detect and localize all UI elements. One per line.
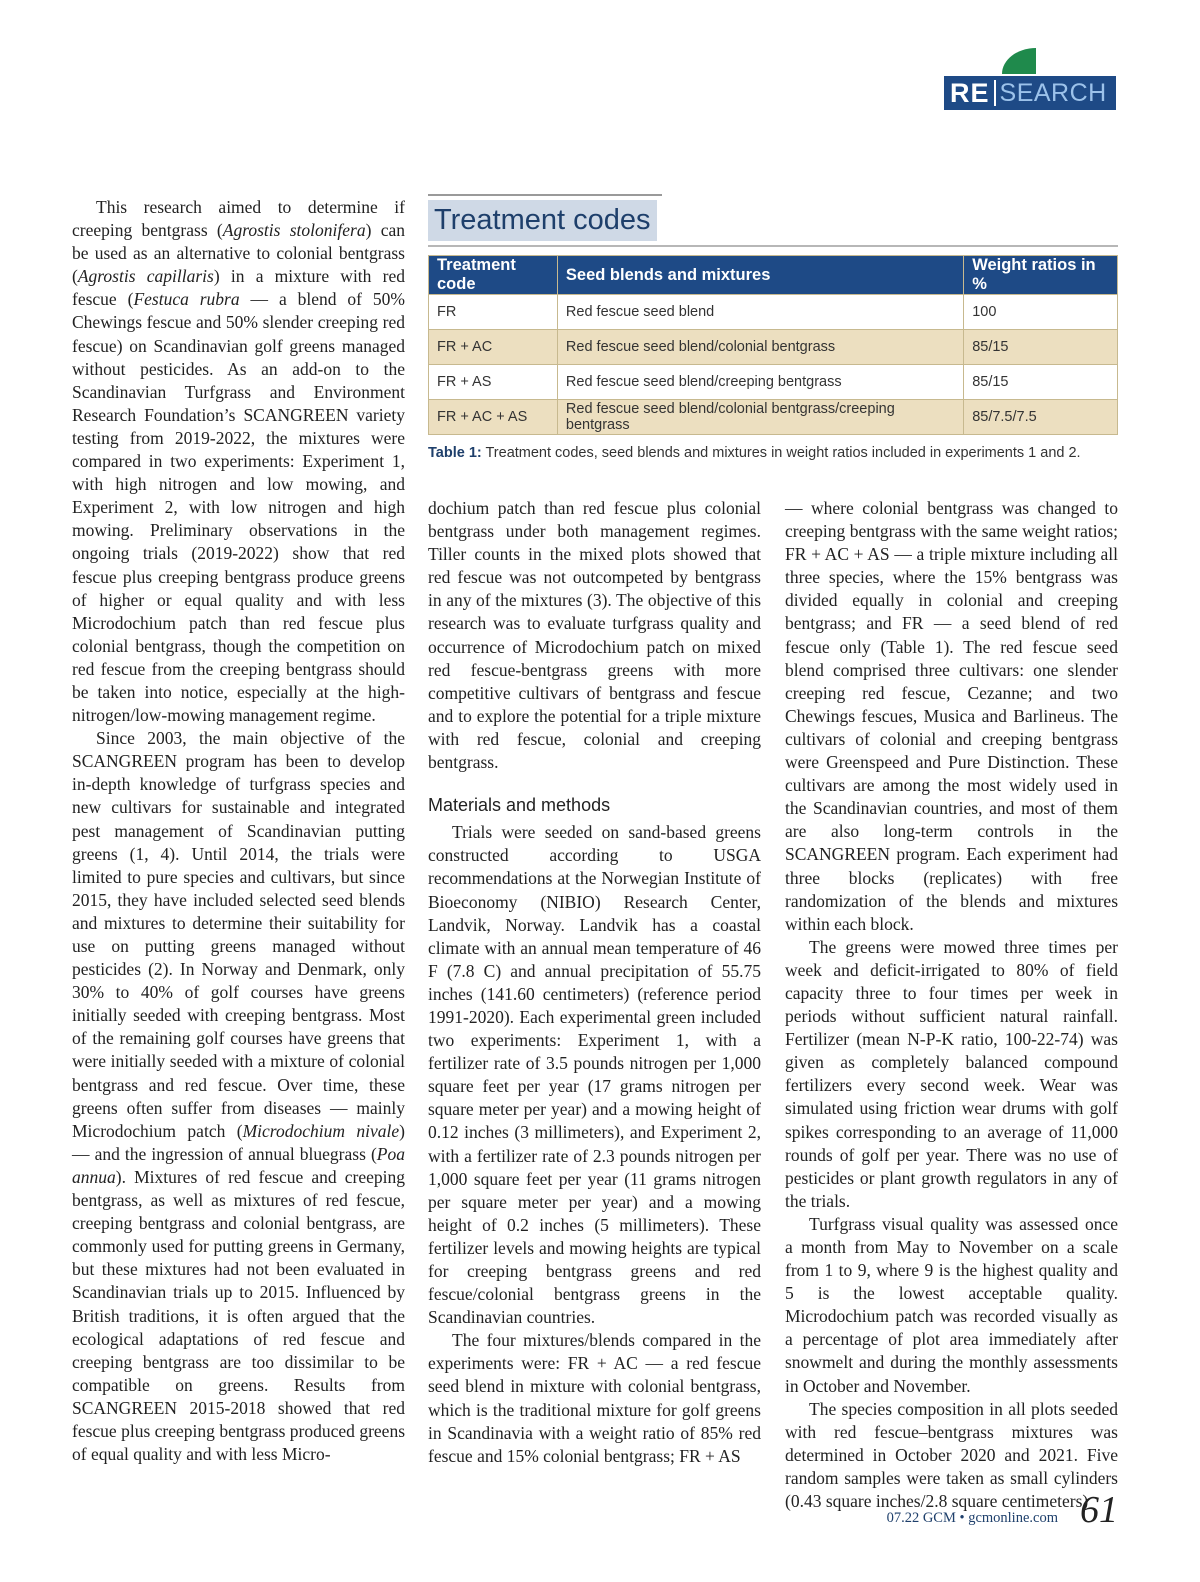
table-caption-text: Treatment codes, seed blends and mixtures in weight ratios included in experiments 1 and 2. [481, 445, 1081, 461]
page-number: 61 [1080, 1489, 1118, 1531]
article-column-3 [785, 497, 1118, 1513]
background-paragraph: Since 2003, the main objective of the SCANGREEN program has been to develop in-depth knowledge of turfgrass species and new cultivars for sustainable and integrated pest management of Scandinavian putting greens (1, 4). Until 2014, the trials were limited to pure species and cultivars, but since 2015, they have included selected seed blends and mixtures to determine their suitability for use on putting greens managed without pesticides (2). In Norway and Denmark, only 30% to 40% of golf courses have greens initially seeded with creeping bentgrass. Most of the remaining golf courses have greens that were initially seeded with a mixture of colonial bentgrass and red fescue. Over time, these greens often suffer from diseases — mainly Microdochium patch (Microdochium nivale) — and the ingression of annual bluegrass (Poa annua). Mixtures of red fescue and creeping bentgrass, as well as mixtures of red fescue, creeping bentgrass and colonial bentgrass, are commonly used for putting greens in Germany, but these mixtures had not been evaluated in Scandinavian trials up to 2015. Influenced by British traditions, it is often argued that the ecological adaptations of red fescue and creeping bentgrass are too dissimilar to be compatible on greens. Results from SCANGREEN 2015-2018 showed that red fescue plus creeping bentgrass produced greens of equal quality and with less Micro- [72, 728, 405, 1465]
section-heading-materials-methods: Materials and methods [428, 795, 611, 816]
table-cell: FR + AC + AS [429, 400, 558, 435]
table-caption-label: Table 1: [428, 445, 482, 461]
table-row [429, 365, 1118, 400]
table-cell: FR [429, 295, 558, 330]
table-cell: Red fescue seed blend/colonial bentgrass [557, 330, 963, 365]
logo-search-text: SEARCH [999, 78, 1107, 107]
table-cell: 85/15 [964, 365, 1118, 400]
table-row [429, 400, 1118, 435]
leaf-icon [1002, 48, 1036, 74]
table-caption [428, 445, 1118, 461]
table-cell: 100 [964, 295, 1118, 330]
table-top-rule [428, 194, 662, 196]
species-composition-paragraph: The species composition in all plots seeded with red fescue–bentgrass mixtures was determined in October 2020 and 2021. Five random samples were taken as small cylinders (0.43 square inches/2.8 square centimeters) [785, 1398, 1118, 1512]
intro-paragraph: This research aimed to determine if creeping bentgrass (Agrostis stolonifera) can be used as an alternative to colonial bentgrass (Agrostis capillaris) in a mixture with red fescue (Festuca rubra — a blend of 50% Chewings fescue and 50% slender creeping red fescue) on Scandinavian golf greens managed without pesticides. As an add-on to the Scandinavian Turfgrass and Environment Research Foundation’s SCANGREEN variety testing from 2019-2022, the mixtures were compared in two experiments: Experiment 1, with high nitrogen and low mowing, and Experiment 2, with low nitrogen and high mowing. Preliminary observations in the ongoing trials (2019-2022) show that red fescue plus creeping bentgrass produce greens of higher or equal quality and with less Microdochium patch than red fescue plus colonial bentgrass, though the competition on red fescue from the creeping bentgrass should be taken into notice, especially at the high-nitrogen/low-mowing management regime. [72, 197, 405, 726]
table-header-cell: Treatment code [429, 256, 558, 295]
research-section-logo [944, 48, 1118, 112]
treatment-codes-table [428, 255, 1118, 435]
research-banner [944, 76, 1116, 110]
table-row [429, 330, 1118, 365]
table-header-cell: Seed blends and mixtures [557, 256, 963, 295]
table-header-row [429, 256, 1118, 295]
maintenance-paragraph: The greens were mowed three times per week and deficit-irrigated to 80% of field capacity three to four times per week in periods without sufficient natural rainfall. Fertilizer (mean N-P-K ratio, 100-22-74) was given as completely balanced compound fertilizers every second week. Wear was simulated using friction wear drums with golf spikes corresponding to an average of 11,000 rounds of golf per year. There was no use of pesticides or plant growth regulators in any of the trials. [785, 936, 1118, 1211]
page-footer [887, 1488, 1118, 1532]
table-cell: Red fescue seed blend/colonial bentgrass/creeping bentgrass [557, 400, 963, 435]
objective-paragraph: dochium patch than red fescue plus colonial bentgrass under both management regimes. Tiller counts in the mixed plots showed that red fescue was not outcompeted by bentgrass in any of the mixtures (3). The objective of this research was to evaluate turfgrass quality and occurrence of Microdochium patch on mixed red fescue-bentgrass greens with more competitive cultivars of bentgrass and fescue and to explore the potential for a triple mixture with red fescue, colonial and creeping bentgrass. [428, 498, 761, 773]
cultivars-paragraph: — where colonial bentgrass was changed to creeping bentgrass with the same weight ratios; FR + AC + AS — a triple mixture including all three species, where the 15% bentgrass was divided equally in colonial and creeping bentgrass; and FR — a seed blend of red fescue only (Table 1). The red fescue seed blend comprised three cultivars: one slender creeping red fescue, Cezanne; and two Chewings fescues, Musica and Barlineus. The cultivars of colonial and creeping bentgrass were Greenspeed and Pure Distinction. These cultivars are among the most widely used in the Scandinavian countries, and most of them are also long-term controls in the SCANGREEN program. Each experiment had three blocks (replicates) with free randomization of the blends and mixtures within each block. [785, 498, 1118, 934]
assessment-paragraph: Turfgrass visual quality was assessed once a month from May to November on a scale from 1 to 9, where 9 is the highest quality and 5 is the lowest acceptable quality. Microdochium patch was recorded visually as a percentage of plot area immediately after snowmelt and during the monthly assessments in October and November. [785, 1213, 1118, 1396]
article-column-1 [72, 196, 405, 1466]
table-cell: 85/7.5/7.5 [964, 400, 1118, 435]
table-title: Treatment codes [428, 200, 657, 241]
table-cell: Red fescue seed blend/creeping bentgrass [557, 365, 963, 400]
mixtures-paragraph: The four mixtures/blends compared in the experiments were: FR + AC — a red fescue seed blend in mixture with colonial bentgrass, which is the traditional mixture for golf greens in Scandinavia with a weight ratio of 85% red fescue and 15% colonial bentgrass; FR + AS [428, 1330, 761, 1466]
table-cell: 85/15 [964, 330, 1118, 365]
table-cell: Red fescue seed blend [557, 295, 963, 330]
table-row [429, 295, 1118, 330]
table-header-cell: Weight ratios in % [964, 256, 1118, 295]
article-column-2 [428, 497, 761, 1468]
table-cell: FR + AS [429, 365, 558, 400]
table-cell: FR + AC [429, 330, 558, 365]
logo-re-text: RE [950, 77, 990, 108]
logo-divider [994, 80, 996, 106]
issue-info: 07.22 GCM • gcmonline.com [886, 1510, 1058, 1526]
trial-setup-paragraph: Trials were seeded on sand-based greens constructed according to USGA recommendations at the Norwegian Institute of Bioeconomy (NIBIO) Research Center, Landvik, Norway. Landvik has a coastal climate with an annual mean temperature of 46 F (7.8 C) and annual precipitation of 55.75 inches (141.60 centimeters) (reference period 1991-2020). Each experimental green included two experiments: Experiment 1, with a fertilizer rate of 3.5 pounds nitrogen per 1,000 square feet per year (17 grams nitrogen per square meter per year) and a mowing height of 0.12 inches (3 millimeters), and Experiment 2, with a fertilizer rate of 2.3 pounds nitrogen per 1,000 square feet per year (11 grams nitrogen per square meter per year) and a mowing height of 0.2 inches (5 millimeters). These fertilizer levels and mowing heights are typical for creeping bentgrass greens and red fescue/colonial bentgrass greens in the Scandinavian countries. [428, 822, 761, 1328]
table-title-rule [428, 245, 1118, 247]
treatment-codes-table-block [428, 194, 1118, 461]
